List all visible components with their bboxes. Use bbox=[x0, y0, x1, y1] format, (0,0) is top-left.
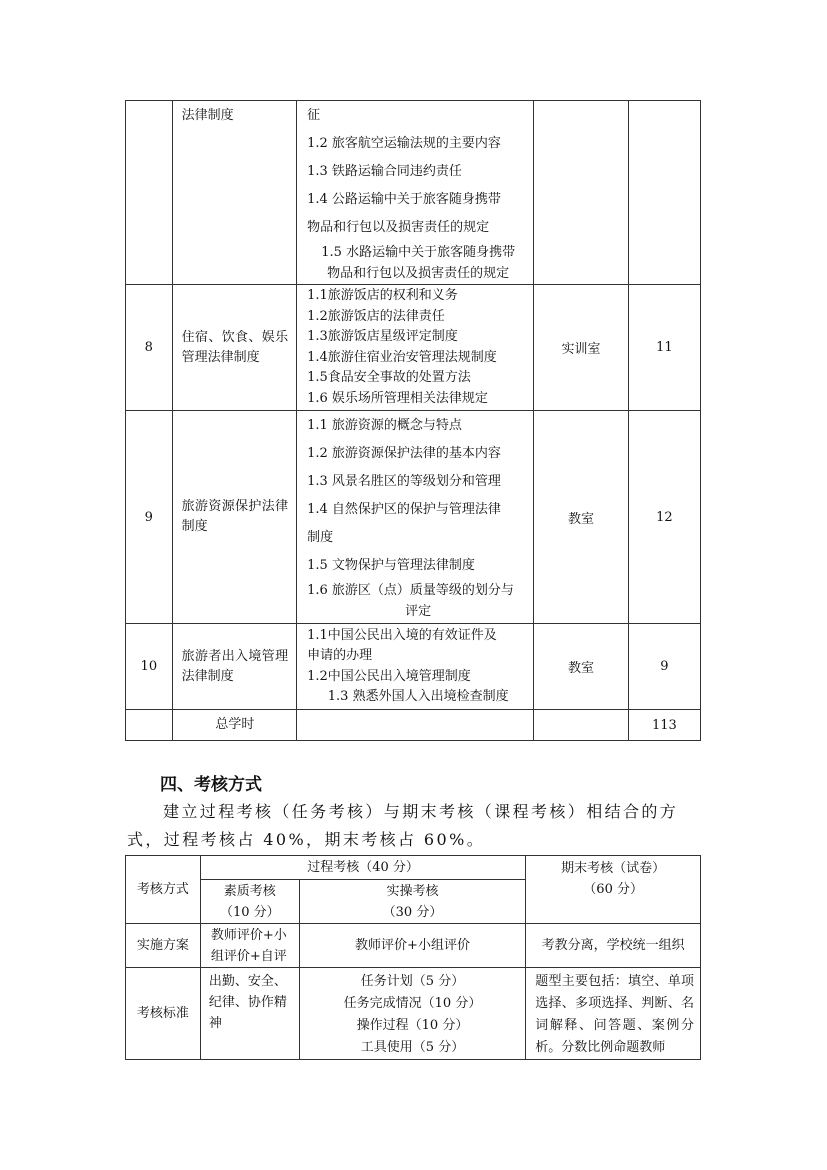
quality-header-cell bbox=[200, 880, 299, 924]
process-header: 过程考核（40 分） bbox=[200, 856, 525, 880]
standard-practical-item: 操作过程（10 分） bbox=[356, 1018, 469, 1033]
content-line: 1.4 公路运输中关于旅客随身携带 bbox=[307, 191, 501, 207]
row-content-cell bbox=[297, 285, 534, 411]
table-row bbox=[126, 968, 701, 1060]
row-number-cell: 9 bbox=[126, 411, 173, 624]
row-place-cell: 实训室 bbox=[534, 285, 628, 411]
method-label: 考核方式 bbox=[126, 856, 201, 924]
content-line: 1.2旅游饭店的法律责任 bbox=[307, 308, 445, 324]
practical-header-cell bbox=[299, 880, 526, 924]
content-line: 1.4旅游住宿业治安管理法规制度 bbox=[307, 349, 497, 365]
content-line: 1.2中国公民出入境管理制度 bbox=[307, 668, 471, 684]
content-line: 1.2 旅游资源保护法律的基本内容 bbox=[307, 446, 501, 461]
plan-quality: 教师评价+小组评价+自评 bbox=[200, 924, 299, 968]
table-row bbox=[126, 285, 701, 411]
empty-cell bbox=[126, 710, 173, 741]
standard-practical-cell bbox=[299, 968, 526, 1060]
row-number-cell: 8 bbox=[126, 285, 173, 411]
section-heading: 四、考核方式 bbox=[160, 775, 262, 795]
row-content-cell bbox=[297, 101, 534, 285]
content-line: 1.4 自然保护区的保护与管理法律 bbox=[307, 502, 501, 517]
row-content-cell bbox=[297, 411, 534, 624]
content-line: 征 bbox=[307, 107, 321, 123]
content-line: 1.5食品安全事故的处置方法 bbox=[307, 370, 471, 385]
plan-label: 实施方案 bbox=[126, 924, 201, 968]
practical-header: 实操考核 bbox=[386, 883, 439, 899]
quality-header: 素质考核 bbox=[223, 883, 276, 899]
plan-final: 考教分离，学校统一组织 bbox=[526, 924, 701, 968]
standard-label: 考核标准 bbox=[126, 968, 201, 1060]
content-line: 1.3 风景名胜区的等级划分和管理 bbox=[307, 474, 501, 489]
course-content-table bbox=[125, 100, 701, 741]
content-line: 1.1旅游饭店的权利和义务 bbox=[307, 288, 458, 303]
content-line: 1.1 旅游资源的概念与特点 bbox=[307, 418, 462, 433]
row-hours-cell: 11 bbox=[628, 285, 700, 411]
row-hours-cell: 12 bbox=[628, 411, 700, 624]
content-line: 1.3 铁路运输合同违约责任 bbox=[307, 163, 462, 179]
final-score: （60 分） bbox=[583, 882, 643, 897]
content-line: 1.1中国公民出入境的有效证件及 bbox=[307, 627, 497, 643]
row-name-cell: 住宿、饮食、娱乐管理法律制度 bbox=[172, 285, 296, 411]
final-header: 期末考核（试卷） bbox=[561, 861, 666, 876]
final-header-cell bbox=[526, 856, 701, 924]
table-row bbox=[126, 924, 701, 968]
row-place-cell: 教室 bbox=[534, 624, 628, 710]
total-row bbox=[126, 710, 701, 741]
row-name-cell: 法律制度 bbox=[172, 101, 296, 285]
content-line: 申请的办理 bbox=[307, 648, 373, 663]
row-number-cell bbox=[126, 101, 173, 285]
quality-score: （10 分） bbox=[219, 904, 280, 920]
content-line: 1.5 水路运输中关于旅客随身携带 bbox=[321, 244, 516, 260]
section-paragraph: 建立过程考核（任务考核）与期末考核（课程考核）相结合的方式，过程考核占 40%，期末考核占 60%。 bbox=[127, 802, 679, 849]
total-label: 总学时 bbox=[172, 710, 296, 741]
practical-score: （30 分） bbox=[382, 904, 443, 920]
empty-cell bbox=[534, 710, 628, 741]
row-name-cell: 旅游者出入境管理法律制度 bbox=[172, 624, 296, 710]
row-content-cell bbox=[297, 624, 534, 710]
row-place-cell bbox=[534, 101, 628, 285]
content-line: 制度 bbox=[307, 530, 334, 545]
content-line: 物品和行包以及损害责任的规定 bbox=[307, 219, 490, 235]
plan-practical: 教师评价+小组评价 bbox=[299, 924, 526, 968]
content-line: 1.6 旅游区（点）质量等级的划分与 bbox=[307, 583, 514, 598]
row-name-cell: 旅游资源保护法律制度 bbox=[172, 411, 296, 624]
standard-quality: 出勤、安全、纪律、协作精神 bbox=[200, 968, 299, 1060]
content-line: 1.5 文物保护与管理法律制度 bbox=[307, 558, 475, 573]
assessment-table bbox=[125, 855, 701, 1060]
content-line: 评定 bbox=[405, 604, 432, 619]
content-line: 1.2 旅客航空运输法规的主要内容 bbox=[307, 135, 501, 151]
content-line: 1.3 熟悉外国人入出境检查制度 bbox=[327, 689, 509, 704]
standard-practical-item: 工具使用（5 分） bbox=[360, 1040, 465, 1055]
table-row bbox=[126, 101, 701, 285]
table-row bbox=[126, 856, 701, 880]
content-line: 物品和行包以及损害责任的规定 bbox=[327, 265, 510, 281]
row-place-cell: 教室 bbox=[534, 411, 628, 624]
content-line: 1.6 娱乐场所管理相关法律规定 bbox=[307, 390, 488, 406]
standard-practical-item: 任务计划（5 分） bbox=[360, 974, 465, 989]
standard-final: 题型主要包括：填空、单项选择、多项选择、判断、名词解释、问答题、案例分析。分数比例命题教师 bbox=[526, 968, 701, 1060]
row-hours-cell: 9 bbox=[628, 624, 700, 710]
row-hours-cell bbox=[628, 101, 700, 285]
empty-cell bbox=[297, 710, 534, 741]
table-row bbox=[126, 624, 701, 710]
standard-practical-item: 任务完成情况（10 分） bbox=[343, 996, 482, 1011]
table-row bbox=[126, 411, 701, 624]
total-hours: 113 bbox=[628, 710, 700, 741]
content-line: 1.3旅游饭店星级评定制度 bbox=[307, 329, 458, 344]
row-number-cell: 10 bbox=[126, 624, 173, 710]
